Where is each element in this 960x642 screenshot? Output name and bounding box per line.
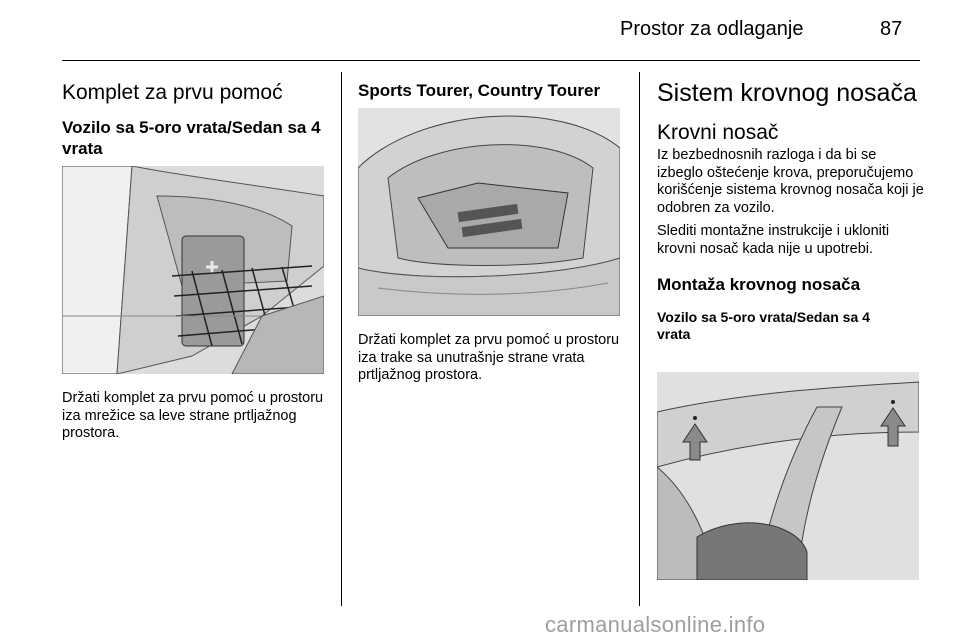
- roof-rack-mounting-heading: Montaža krovnog nosača: [657, 275, 861, 294]
- first-aid-tailgate-text: Držati komplet za prvu pomoć u prostoru iza trake sa unutrašnje strane vrata prtljažnog prostora.: [358, 332, 620, 383]
- column-3: [657, 78, 925, 343]
- column-divider-1: [341, 72, 342, 606]
- page-number: 87: [880, 18, 903, 40]
- roof-rack-system-heading: Sistem krovnog nosača: [657, 79, 917, 107]
- first-aid-kit-in-tailgate-icon: [358, 108, 620, 316]
- first-aid-heading: Komplet za prvu pomoć: [62, 81, 283, 104]
- sports-tourer-subheading: Sports Tourer, Country Tourer: [358, 81, 601, 100]
- column-1: [62, 80, 330, 159]
- roof-mount-variant-subheading: Vozilo sa 5-oro vrata/Sedan sa 4 vrata: [657, 309, 870, 342]
- first-aid-kit-tailgate-figure: [358, 108, 620, 316]
- column-2: [358, 80, 628, 101]
- roof-mounting-points-arrows-icon: [657, 372, 919, 580]
- five-door-sedan-subheading: Vozilo sa 5-oro vrata/Sedan sa 4 vrata: [62, 118, 321, 158]
- first-aid-kit-net-figure: [62, 166, 324, 374]
- column-divider-2: [639, 72, 640, 606]
- roof-rack-instructions-text: Slediti montažne instrukcije i ukloniti krovni nosač kada nije u upotrebi.: [657, 223, 890, 257]
- roof-rack-subheading: Krovni nosač: [657, 121, 779, 144]
- roof-rack-safety-text: Iz bezbednosnih razloga i da bi se izbeglo oštećenje krova, preporučujemo korišćenje sistema krovnog nosača koji je odobren za vozilo.: [657, 147, 924, 216]
- roof-mounting-figure: [657, 372, 919, 580]
- first-aid-net-text: Držati komplet za prvu pomoć u prostoru iza mrežice sa leve strane prtljažnog prostora.: [62, 390, 324, 441]
- header-divider: [62, 60, 920, 61]
- column-1-text-block: [62, 390, 324, 443]
- page-header-title: Prostor za odlaganje: [620, 18, 804, 40]
- column-2-text-block: [358, 332, 620, 385]
- first-aid-kit-behind-net-icon: [62, 166, 324, 374]
- watermark-text: carmanualsonline.info: [545, 612, 766, 637]
